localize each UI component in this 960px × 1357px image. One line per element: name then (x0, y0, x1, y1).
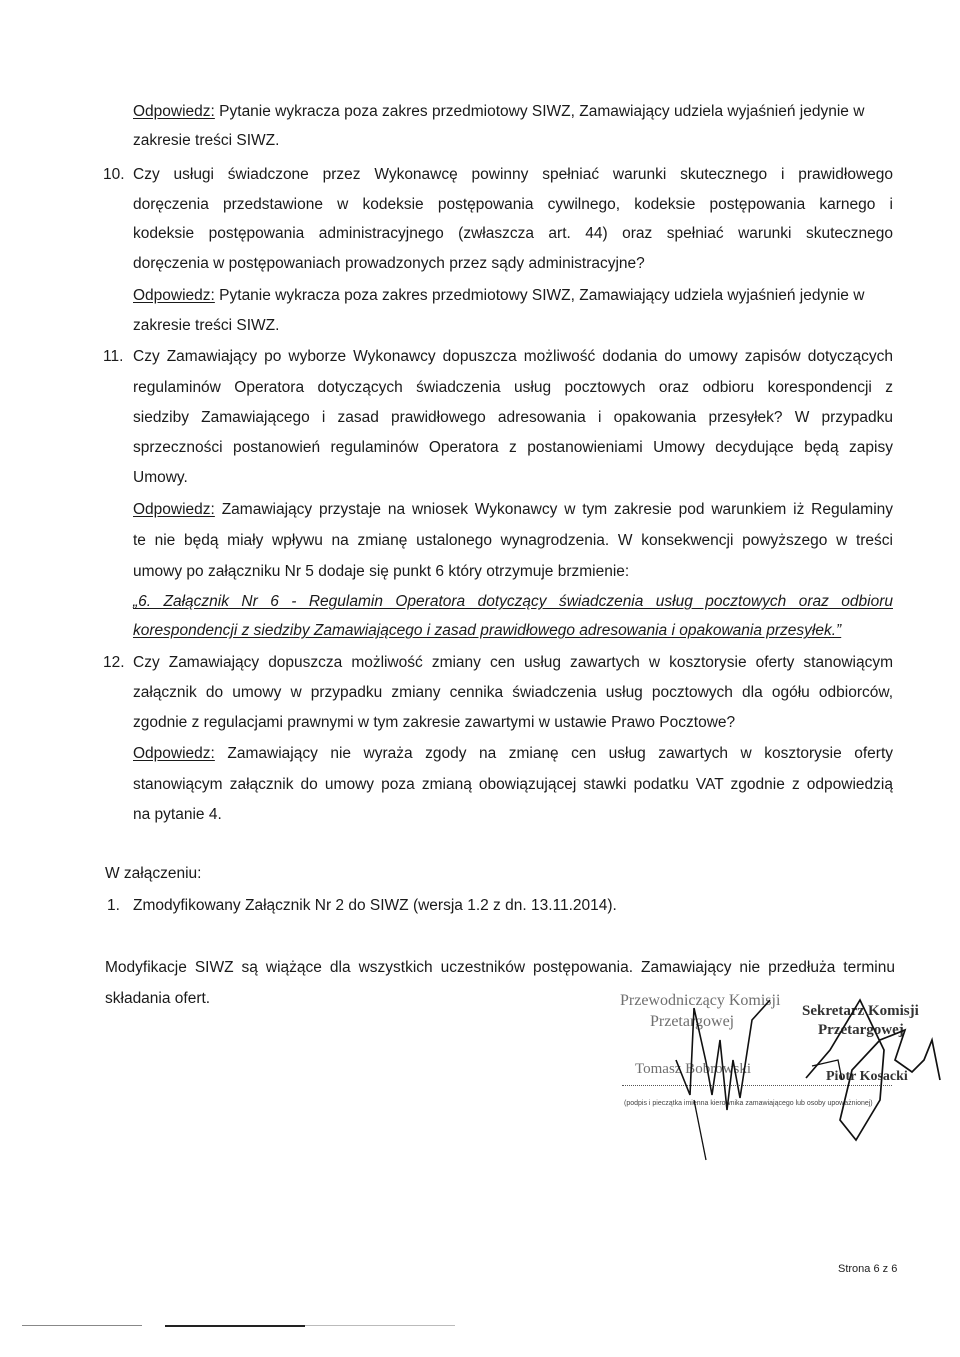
question-text-line: sprzeczności postanowień regulaminów Operatora z postanowieniami Umowy decydujące będą zapisy (133, 439, 893, 456)
question-text-line: Umowy. (133, 469, 188, 486)
attachments-heading: W załączeniu: (105, 865, 202, 882)
signature-right-icon (806, 1000, 940, 1140)
signature-right-icon (812, 1060, 842, 1080)
quoted-amendment-line: „6. Załącznik Nr 6 - Regulamin Operatora dotyczący świadczenia usług pocztowych oraz odbioru (133, 593, 893, 610)
question-text-line: regulaminów Operatora dotyczących świadczenia usług pocztowych oraz odbioru korespondencji z (133, 379, 893, 396)
question-text-line: kodeksie postępowania administracyjnego (zwłaszcza art. 44) oraz spełniać warunki skutecznego (133, 225, 893, 242)
question-text-line: zgodnie z regulacjami prawnymi w tym zakresie zawartymi w ustawie Prawo Pocztowe? (133, 714, 736, 731)
page-number: Strona 6 z 6 (838, 1263, 898, 1275)
quoted-amendment-line: korespondencji z siedziby Zamawiającego i zasad prawidłowego adresowania i opakowania przesyłek.” (133, 622, 842, 639)
question-text-line: siedziby Zamawiającego i zasad prawidłowego adresowania i opakowania przesyłek? W przypadku (133, 409, 893, 426)
signature-left-icon (676, 1000, 770, 1110)
answer-text-line: umowy po załączniku Nr 5 dodaje się punkt 6 który otrzymuje brzmienie: (133, 563, 630, 580)
answer-text-line: te nie będą miały wpływu na zmianę ustalonego wynagrodzenia. W konsekwencji powyższego w treści (133, 532, 893, 549)
signature-left-icon (694, 1100, 706, 1160)
question-text-line: doręczenia w postępowaniach prowadzonych przez sądy administracyjne? (133, 255, 645, 272)
stamp-title-right: Sekretarz Komisji (802, 1003, 919, 1019)
footer-rule (22, 1325, 142, 1326)
question-number: 11. (103, 348, 124, 365)
answer-text-line: na pytanie 4. (133, 806, 222, 823)
answer-text: Zamawiający przystaje na wniosek Wykonawcy w tym zakresie pod warunkiem iż Regulaminy (221, 501, 894, 518)
answer-text-line: zakresie treści SIWZ. (133, 132, 280, 149)
question-text-line: Czy Zamawiający po wyborze Wykonawcy dopuszcza możliwość dodania do umowy zapisów dotyczących (133, 348, 893, 365)
question-text-line: Czy Zamawiający dopuszcza możliwość zmiany cen usług zawartych w kosztorysie oferty stanowiącym (133, 654, 893, 671)
attachment-number: 1. (107, 897, 120, 914)
signature-caption: (podpis i pieczątka imienna kierownika zamawiającego lub osoby upoważnionej) (624, 1100, 873, 1107)
stamp-title-left: Przewodniczący Komisji (620, 992, 781, 1009)
attachment-item: Zmodyfikowany Załącznik Nr 2 do SIWZ (wersja 1.2 z dn. 13.11.2014). (133, 897, 617, 914)
answer-text-line: zakresie treści SIWZ. (133, 317, 280, 334)
footer-rule (165, 1325, 305, 1327)
question-text-line: doręczenia przedstawione w kodeksie postępowania cywilnego, kodeksie postępowania karnego i (133, 196, 893, 213)
answer-text-line: stanowiącym załącznik do umowy poza zmianą obowiązującej stawki podatku VAT zgodnie z odpowiedzią (133, 776, 893, 793)
question-text-line: załącznik do umowy w przypadku zmiany cennika świadczenia usług pocztowych dla ogółu odbiorców, (133, 684, 893, 701)
answer-label: Odpowiedz: (133, 287, 215, 304)
stamp-subtitle-right: Przetargowej (818, 1022, 904, 1038)
stamp-name-right: Piotr Kosacki (826, 1069, 908, 1084)
stamp-name-left: Tomasz Bobrowski (635, 1061, 752, 1077)
closing-text-line: składania ofert. (105, 990, 211, 1007)
answer-label: Odpowiedz: (133, 501, 215, 518)
question-number: 12. (103, 654, 125, 671)
answer-text: Pytanie wykracza poza zakres przedmiotowy SIWZ, Zamawiający udziela wyjaśnień jedynie w (219, 287, 865, 304)
question-number: 10. (103, 166, 125, 183)
answer-text: Zamawiający nie wyraża zgody na zmianę cen usług zawartych w kosztorysie oferty (227, 745, 893, 762)
closing-text-line: Modyfikacje SIWZ są wiążące dla wszystkich uczestników postępowania. Zamawiający nie przedłuża terminu (105, 959, 895, 976)
footer-rule (305, 1325, 455, 1326)
answer-label: Odpowiedz: (133, 745, 215, 762)
answer-text: Pytanie wykracza poza zakres przedmiotowy SIWZ, Zamawiający udziela wyjaśnień jedynie w (219, 103, 865, 120)
answer-label: Odpowiedz: (133, 103, 215, 120)
stamp-subtitle-left: Przetargowej (650, 1013, 735, 1030)
question-text-line: Czy usługi świadczone przez Wykonawcę powinny spełniać warunki skutecznego i prawidłowego (133, 166, 893, 183)
